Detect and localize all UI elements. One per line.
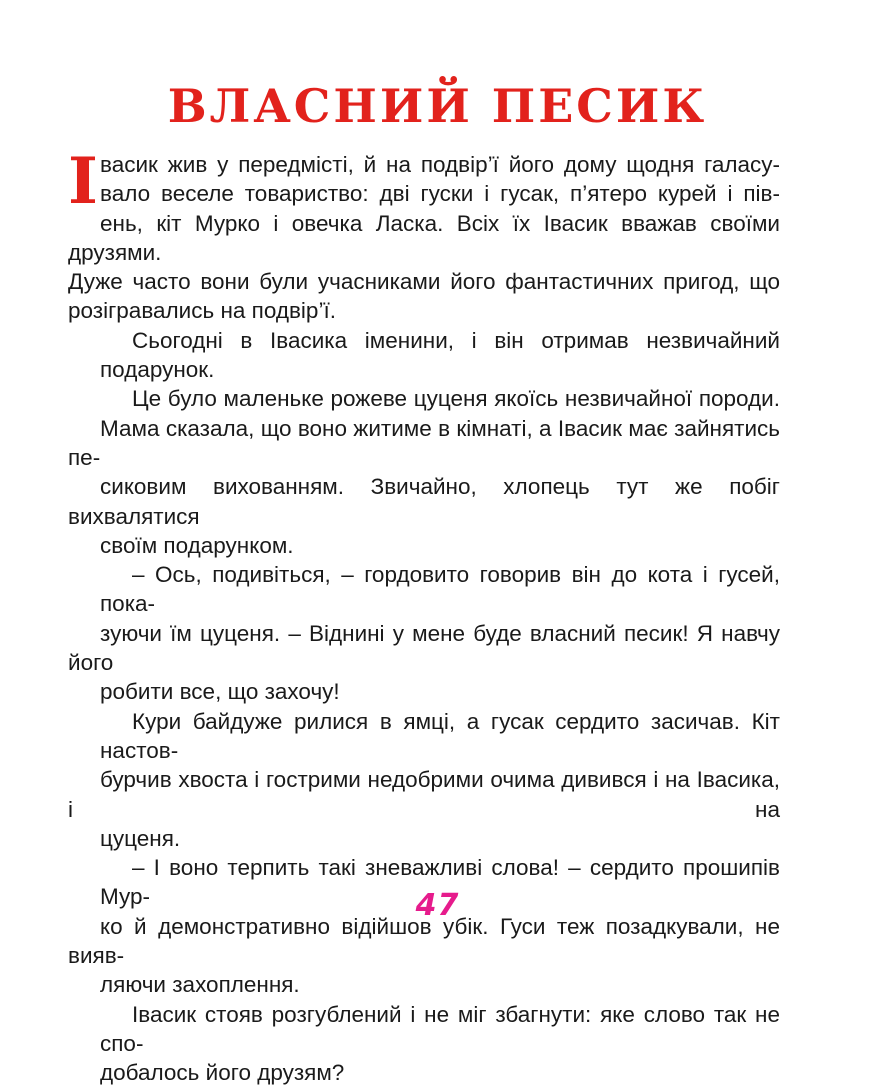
story-text <box>68 144 780 1088</box>
text-line: Кури байдуже рилися в ямці, а гусак сердито засичав. Кіт настов- <box>100 708 780 763</box>
drop-cap: І <box>68 144 98 219</box>
text-line: Мама сказала, що воно житиме в кімнаті, а Івасик має зайнятись пе- <box>68 415 780 470</box>
paragraph <box>68 1000 780 1088</box>
text-line: Це було маленьке рожеве цуценя якоїсь незвичайної породи. <box>132 386 780 412</box>
paragraph <box>68 326 780 385</box>
paragraph <box>68 853 780 999</box>
text-line: Івасик стояв розгублений і не міг збагнути: яке слово так не спо- <box>100 1001 780 1056</box>
text-line: ляючи захоплення. <box>100 972 300 998</box>
paragraph <box>68 707 780 853</box>
paragraph <box>68 144 780 326</box>
text-line: ко й демонстративно відійшов убік. Гуси теж позадкували, не вияв- <box>68 913 780 969</box>
text-line: добалось його друзям? <box>100 1060 345 1086</box>
paragraph <box>68 560 780 706</box>
text-line: зуючи їм цуценя. – Віднині у мене буде власний песик! Я навчу його <box>68 620 780 676</box>
text-line: розігравались на подвір’ї. <box>68 298 336 324</box>
text-line: своїм подарунком. <box>100 532 294 558</box>
text-line: вало веселе товариство: дві гуски і гусак, п’ятеро курей і пів- <box>100 181 780 207</box>
text-line: – І воно терпить такі зневажливі слова! – сердито прошипів Мур- <box>100 855 780 910</box>
text-line: – Ось, подивіться, – гордовито говорив він до кота і гусей, пока- <box>100 562 780 617</box>
text-line: робити все, що захочу! <box>100 679 340 705</box>
paragraph <box>68 384 780 560</box>
text-line: бурчив хвоста і гострими недобрими очима дивився і на Івасика, і на <box>68 767 780 822</box>
text-line: цуценя. <box>100 825 181 851</box>
page-number: 47 <box>415 888 460 923</box>
text-line: васик жив у передмісті, й на подвір’ї його дому щодня галасу- <box>100 152 780 177</box>
text-line: ень, кіт Мурко і овечка Ласка. Всіх їх Івасик вважав своїми друзями. <box>68 210 780 265</box>
page-title: ВЛАСНИЙ ПЕСИК <box>167 79 708 133</box>
text-line: Дуже часто вони були учасниками його фантастичних пригод, що <box>68 269 780 295</box>
text-line: сиковим вихованням. Звичайно, хлопець тут же побіг вихвалятися <box>68 474 780 529</box>
text-line: Сьогодні в Івасика іменини, і він отримав незвичайний подарунок. <box>100 327 780 383</box>
